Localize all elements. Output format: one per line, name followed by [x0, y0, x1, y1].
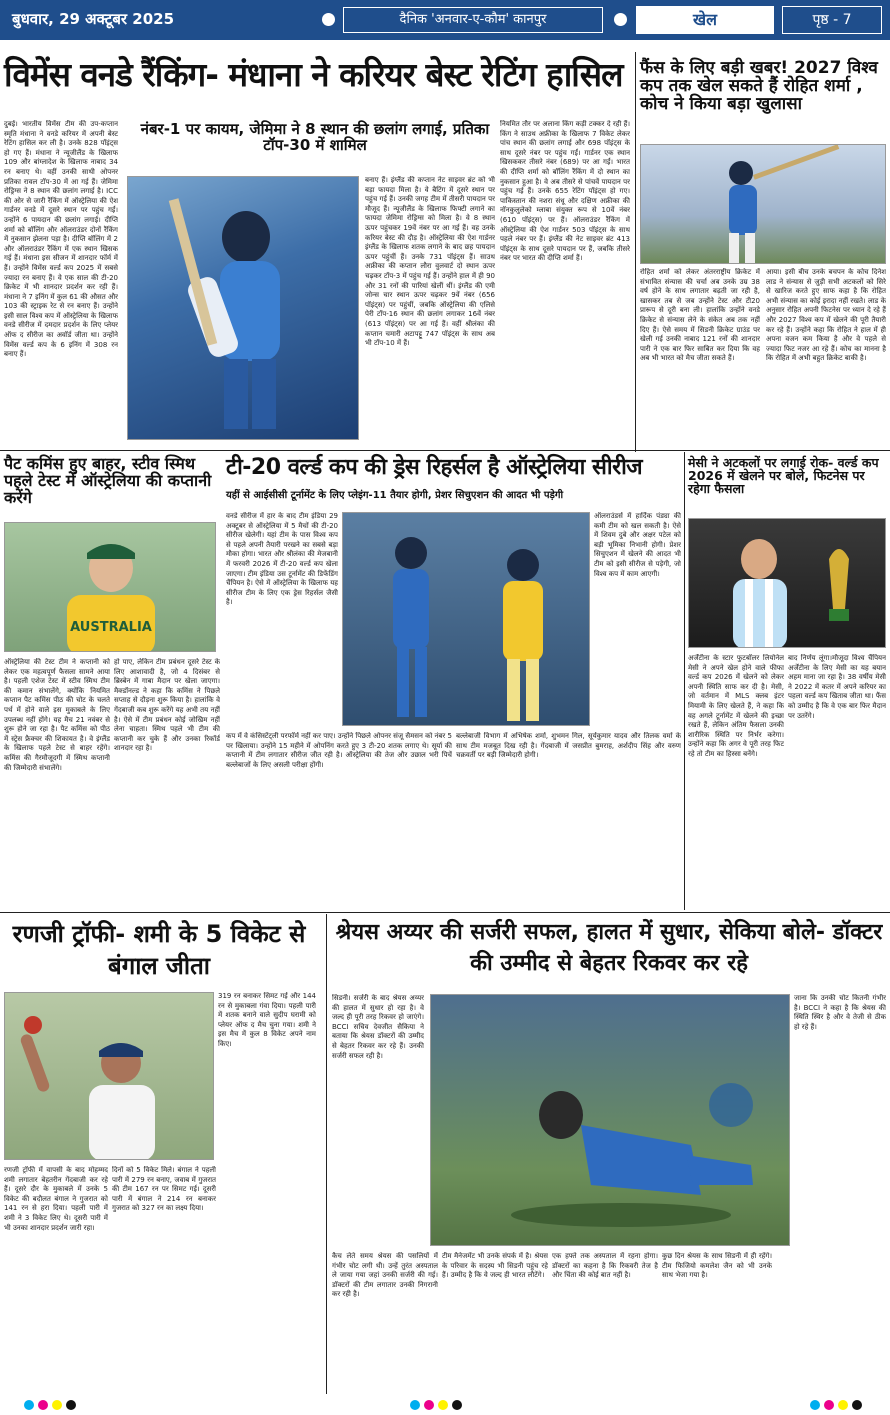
rohit-col-2: आया। इसी बीच उनके बचपन के कोच दिनेश लाड ने संन्यास से जुड़ी सभी अटकलों को सिरे से खारिज करते हुए साफ कहा है कि रोहित अभी संन्यास का कोई इरादा नहीं रखते। लाड के अनुसार रोहित अपनी फिटनेस पर ध्यान दे रहे हैं और 2027 विश्व कप में खेलने की पूरी तैयारी कर रहे हैं। उन्होंने कहा कि रोहित ने हाल में ही अपना वजन कम किया है और वे पहले से ज्यादा फिट नजर आ रहे हैं। कोच का मानना है कि रोहित में अभी बहुत क्रिकेट बाकी है।	[766, 268, 886, 363]
headline-t20: टी-20 वर्ल्ड कप की ड्रेस रिहर्सल है ऑस्ट्रेलिया सीरीज	[226, 455, 643, 480]
page-number: पृष्ठ - 7	[782, 6, 882, 34]
headline-iyer: श्रेयस अय्यर की सर्जरी सफल, हालत में सुधार, सेकिया बोले- डॉक्टर की उम्मीद से बेहतर रिकवर कर रहे	[335, 920, 883, 976]
rohit-batting-photo	[640, 144, 886, 264]
ball-icon	[24, 1016, 42, 1034]
t20-col-2: कप में वे कंसिस्टेंट्ली परफॉर्म नहीं कर पाए। उन्होंने पिछले ओपनर संजू सैमसन को नंबर 5 पर खिलाया। उन्होंने 15 महीने में ओपनिंग करते हुए 3 टी-20 शतक लगाए थे। सूर्या की कप्तानी में टीम लगातार सीरीज जीत रही है। ऑस्ट्रेलिया की तेज और उछाल भरी पिचें बल्लेबाजों के लिए असली परीक्षा होंगी।	[226, 732, 452, 769]
column-divider	[326, 914, 327, 1394]
t20-col-1: वनडे सीरीज में हार के बाद टीम इंडिया 29 अक्टूबर से ऑस्ट्रेलिया में 5 मैचों की टी-20 सीरीज खेलेगी। यहां टीम के पास विश्व कप से पहले अपनी तैयारी परखने का सबसे बड़ा मौका होगा। भारत और श्रीलंका की मेजबानी में फरवरी 2026 में टी-20 वर्ल्ड कप खेला जाएगा। टीम इंडिया उस टूर्नामेंट की डिफेंडिंग चैंपियन है। ऐसे में ऑस्ट्रेलिया के खिलाफ यह सीरीज टीम के लिए एक ड्रेस रिहर्सल जैसी है।	[226, 512, 338, 607]
headline-cummins: पैट कमिंस हुए बाहर, स्टीव स्मिथ पहले टेस्ट में ऑस्ट्रेलिया की कप्तानी करेंगे	[4, 454, 212, 507]
registration-dot-icon	[38, 1400, 48, 1410]
headline-rohit: फैंस के लिए बड़ी खबर! 2027 विश्व कप तक खेल सकते हैं रोहित शर्मा , कोच ने किया बड़ा खुलासा	[640, 58, 878, 114]
date-label: बुधवार, 29 अक्टूबर 2025	[12, 10, 175, 28]
registration-dot-icon	[824, 1400, 834, 1410]
bullet-icon	[614, 13, 627, 26]
mandhana-col-2: बनाए हैं। इंग्लैंड की कप्तान नेट साइवर ब्रंट को भी बड़ा फायदा मिला है। वे बैटिंग में दूसरे स्थान पर पहुंच गई हैं। उनकी जगह टीम में तीसरी पायदान पर मौजूद हैं। न्यूजीलैंड के खिलाफ फिफ्टी लगाने का फायदा जेमिमा रोड्रिग्स को मिला है। वे 8 स्थान ऊपर पहुंचकर 19वें नंबर पर आ गई हैं। वह उनके करियर बेस्ट की दौड़ है। ऑस्ट्रेलिया की ऐश गार्डनर इंग्लैंड के खिलाफ शतक लगाने के बाद छह पायदान ऊपर पहुंचीं हैं। उनके 731 पॉइंट्स हैं। साउथ अफ्रीका की कप्तान लौरा वुलवार्ट दो स्थान ऊपर चढ़कर टॉप-3 में पहुंच गई हैं। उन्होंने हाल में ही 90 और 31 रनों की पारियां खेलीं थीं। इंग्लैंड की एमी जोन्स चार स्थान ऊपर चढ़कर 9वें नंबर (656 पॉइंट्स) पर पहुंचीं, जबकि ऑस्ट्रेलिया की एलिसे पेरी टॉप-16 स्थान की छलांग लगाकर 16वें नंबर (613 पॉइंट्स) पर आ गई हैं। वहीं श्रीलंका की कप्तान चमारी अटापट्टू 747 पॉइंट्स के साथ अब भी टॉप-10 में हैं।	[365, 176, 495, 348]
messi-col-1: अर्जेंटीना के स्टार फुटबॉलर लियोनेल मेसी ने अपने खेल होने वाले फीफा वर्ल्ड कप 2026 में खेलने को लेकर अपनी स्थिति साफ कर दी है। मेसी, जो वर्तमान में MLS क्लब इंटर मियामी के लिए खेलते हैं, ने कहा कि वह अगले टूर्नामेंट में खेलने की इच्छा रखते हैं, लेकिन अंतिम फैसला उनकी शारीरिक स्थिति पर निर्भर करेगा। उन्होंने कहा कि अगर वे पूरी तरह फिट रहे तो टीम का हिस्सा बनेंगे।	[688, 654, 784, 758]
rohit-col-1: रोहित शर्मा को लेकर अंतरराष्ट्रीय क्रिकेट में संभावित संन्यास की चर्चा अब उनके उम्र 38 वर्ष होने के साथ लगातार बढ़ती जा रही है, खासकर तब से जब उन्होंने टेस्ट और टी20 प्रारूप से दूरी बना ली। हालांकि उन्होंने वनडे क्रिकेट से संन्यास लेने के संकेत अब तक नहीं दिए हैं। ऐसे समय में सिडनी क्रिकेट ग्राउंड पर खेली गई उनकी नाबाद 121 रनों की शानदार पारी ने एक बार फिर साबित कर दिया कि वह अब भी भारत को मैच जीता सकते हैं।	[640, 268, 760, 363]
shami-col-1: रणजी ट्रॉफी में वापसी के बाद मोहम्मद शमी लगातार बेहतरीन गेंदबाजी कर रहे हैं। दूसरे दौर के मुकाबले में उनके 5 विकेट की बदौलत बंगाल ने गुजरात को 141 रन से हरा दिया। पहली पारी में शमी ने 3 विकेट लिए थे। दूसरी पारी में भी उनका शानदार प्रदर्शन जारी रहा।	[4, 1166, 108, 1232]
mandhana-col-1: दुबई। भारतीय विमेंस टीम की उप-कप्तान स्मृति मंधाना ने वनडे करियर में अपनी बेस्ट रेटिंग हासिल कर ली है। उनके 828 पॉइंट्स हो गए हैं। मंधाना ने न्यूजीलैंड के खिलाफ 109 और बांग्लादेश के खिलाफ नाबाद 34 रन बनाए थे। वहीं उनकी साथी ओपनर प्रतिका रावल टॉप-30 में आ गई हैं। जेमिमा रोड्रिग्स ने 8 स्थान की छलांग लगाई है। ICC की ओर से जारी रैंकिंग में ऑस्ट्रेलिया की ऐश गार्डनर वनडे में दूसरे स्थान पर पहुंच गईं। उन्होंने 6 पायदान की छलांग लगाई। दीप्ति शर्मा को बॉलिंग और ऑलराउंडर दोनों रैंकिंग में नुकसान झेलना पड़ा है। दीप्ति बॉलिंग में 2 और ऑलराउंडर रैंकिंग में एक स्थान खिसक गई हैं। मंधाना इस सीजन में शानदार फॉर्म में हैं। उन्होंने विमेंस वर्ल्ड कप 2025 में सबसे ज्यादा रन बनाए हैं। वे एक साल की टी-20 क्रिकेट में भी शानदार प्रदर्शन कर रही हैं। मंधाना ने 7 इनिंग में कुल 61 की औसत और 103 की स्ट्राइक रेट से रन बनाए हैं। उन्होंने इसी साल विश्व कप में ऑस्ट्रेलिया के खिलाफ वनडे सीरीज में दमदार प्रदर्शन के लिए प्लेयर ऑफ द सीरीज का अवॉर्ड जीता था। उन्होंने विमेंस वर्ल्ड कप के 6 इनिंग में 308 रन बनाए हैं।	[4, 120, 118, 359]
messi-trophy-icon	[689, 519, 886, 648]
smith-photo	[4, 522, 216, 652]
section-divider	[0, 912, 890, 913]
subhead-mandhana: नंबर-1 पर कायम, जेमिमा ने 8 स्थान की छलांग लगाई, प्रतिका टॉप-30 में शामिल	[140, 120, 490, 154]
jersey-text-icon: AUSTRALIA	[70, 620, 152, 635]
players-figure-icon	[343, 513, 590, 726]
cummins-col-2: हो पाए, लेकिन टीम प्रबंधन दूसरे टेस्ट के लिए आशावादी है, जो 4 दिसंबर से ब्रिस्बेन में गाबा मैदान पर खेला जाएगा। मैक्डॉनल्ड ने कहा कि कमिंस ने पिछले सप्ताह से दौड़ना शुरू किया है। हालांकि वे गेंदबाजी कब शुरू करेंगे यह अभी तय नहीं है। ऐसे में टीम प्रबंधन कोई जोखिम नहीं लेना चाहता। स्मिथ पहले भी टीम की कप्तानी कर चुके हैं और उनका रिकॉर्ड शानदार रहा है।	[114, 658, 220, 753]
iyer-col-1: सिडनी। सर्जरी के बाद श्रेयस अय्यर की हालत में सुधार हो रहा है। वे जल्द ही पूरी तरह रिकवर हो जाएंगे। BCCI सचिव देवजीत सैकिया ने बताया कि श्रेयस डॉक्टरों की उम्मीद से बेहतर रिकवर कर रहे हैं। उनकी सर्जरी सफल रही है।	[332, 994, 424, 1060]
registration-dot-icon	[438, 1400, 448, 1410]
registration-dot-icon	[24, 1400, 34, 1410]
cummins-col-1: ऑस्ट्रेलिया की टेस्ट टीम ने कप्तानी को लेकर एक महत्वपूर्ण फैसला सामने आया है। पहली एशेज टेस्ट में स्टीव स्मिथ टीम की कमान संभालेंगे, क्योंकि नियमित कप्तान पैट कमिंस पीठ की चोट के चलते पर्थ में होने वाले इस मुकाबले के लिए उपलब्ध नहीं होंगे। यह मैच 21 नवंबर से शुरू होने जा रहा है। पैट कमिंस को पीठ में स्ट्रेस फ्रैक्चर की शिकायत है। वे इंग्लैंड के खिलाफ पहले टेस्ट से बाहर रहेंगे। कमिंस की गैरमौजूदगी में स्मिथ कप्तानी की जिम्मेदारी संभालेंगे।	[4, 658, 110, 772]
section-label: खेल	[636, 6, 774, 34]
headline-messi: मेसी ने अटकलों पर लगाई रोक- वर्ल्ड कप 2026 में खेलने पर बोले, फिटनेस पर रहेगा फैसला	[688, 455, 879, 497]
paper-name: दैनिक 'अनवार-ए-कौम' कानपुर	[343, 7, 603, 33]
headline-mandhana: विमेंस वनडे रैंकिंग- मंधाना ने करियर बेस्ट रेटिंग हासिल	[4, 55, 623, 94]
iyer-injury-photo	[430, 994, 790, 1246]
iyer-col-5: कुछ दिन श्रेयस के साथ सिडनी में ही रहेंगे। टीम फिजियो कमलेश जैन को भी उनके साथ भेजा गया है।	[662, 1252, 772, 1280]
messi-photo	[688, 518, 886, 648]
shami-figure-icon	[5, 993, 214, 1160]
iyer-figure-icon	[431, 995, 790, 1246]
column-divider	[684, 452, 685, 910]
iyer-col-6: जाना कि उनकी चोट कितनी गंभीर है। BCCI ने कहा है कि श्रेयस की स्थिति स्थिर है और वे तेजी से ठीक हो रहे हैं।	[794, 994, 886, 1031]
shami-photo	[4, 992, 214, 1160]
iyer-col-3: टीम मैनेजमेंट भी उनके संपर्क में है। श्रेयस के परिवार के सदस्य भी सिडनी पहुंच रहे हैं। उम्मीद है कि वे जल्द ही भारत लौटेंगे।	[442, 1252, 548, 1280]
color-registration-strip	[0, 1398, 890, 1412]
registration-dot-icon	[410, 1400, 420, 1410]
registration-dot-icon	[424, 1400, 434, 1410]
t20-col-4: ऑलराउंडर्स में हार्दिक पंड्या की कमी टीम को खल सकती है। ऐसे में शिवम दुबे और अक्षर पटेल को बड़ी भूमिका निभानी होगी। प्रेशर सिचुएशन में खेलने की आदत भी टीम को इसी सीरीज से पड़ेगी, जो विश्व कप में काम आएगी।	[594, 512, 681, 578]
shami-col-3: 319 रन बनाकर सिमट गई और 144 रन से मुकाबला गंवा दिया। पहली पारी में शतक बनाने वाले सुदीप घरामी को प्लेयर ऑफ द मैच चुना गया। शमी ने इस मैच में कुल 8 विकेट अपने नाम किए।	[218, 992, 316, 1048]
subhead-t20: यहीं से आईसीसी टूर्नामेंट के लिए प्लेइंग-11 तैयार होगी, प्रेशर सिचुएशन की आदत भी पड़ेगी	[226, 490, 564, 501]
smith-figure-icon	[5, 523, 216, 652]
shami-col-2: दिनों को 5 विकेट मिले। बंगाल ने पहली पारी में 279 रन बनाए, जवाब में गुजरात की टीम 167 रन पर सिमट गई। दूसरी पारी में बंगाल ने 214 रन बनाकर गुजरात को 327 रन का लक्ष्य दिया।	[112, 1166, 216, 1213]
mandhana-batting-photo	[127, 176, 359, 440]
registration-dot-icon	[52, 1400, 62, 1410]
messi-col-2: बाद निर्णय लूंगा।मौजूदा विश्व चैंपियन अर्जेंटीना के लिए मेसी का यह बयान अहम माना जा रहा है। 38 वर्षीय मेसी ने 2022 में कतर में अपने करियर का पहला वर्ल्ड कप खिताब जीता था। फैंस को उम्मीद है कि वे एक बार फिर मैदान पर उतरेंगे।	[788, 654, 886, 720]
column-divider	[635, 52, 636, 452]
iyer-col-2: कैच लेते समय श्रेयस की पसलियों में गंभीर चोट लगी थी। उन्हें तुरंत अस्पताल ले जाया गया जहां उनकी सर्जरी की गई। डॉक्टरों की टीम लगातार उनकी निगरानी कर रही है।	[332, 1252, 438, 1299]
iyer-col-4: एक हफ्ते तक अस्पताल में रहना होगा। डॉक्टरों का कहना है कि रिकवरी तेज है और चिंता की कोई बात नहीं है।	[552, 1252, 658, 1280]
registration-dot-icon	[66, 1400, 76, 1410]
t20-col-3: बल्लेबाजी विभाग में अभिषेक शर्मा, शुभमन गिल, सूर्यकुमार यादव और तिलक वर्मा के साथ टीम मजबूत दिख रही है। गेंदबाजी में जसप्रीत बुमराह, अर्शदीप सिंह और वरुण चक्रवर्ती पर बड़ी जिम्मेदारी होगी।	[456, 732, 681, 760]
t20-players-photo	[342, 512, 590, 726]
registration-dot-icon	[838, 1400, 848, 1410]
registration-dot-icon	[810, 1400, 820, 1410]
registration-dot-icon	[852, 1400, 862, 1410]
batter-figure-icon	[128, 177, 359, 440]
masthead	[0, 0, 890, 40]
bullet-icon	[322, 13, 335, 26]
section-divider	[0, 450, 890, 451]
mandhana-col-3: नियमित तौर पर अलाना किंग कड़ी टक्कर दे रही हैं। किंग ने साउथ अफ्रीका के खिलाफ 7 विकेट लेकर पांच स्थान की छलांग लगाई और 698 पॉइंट्स के साथ दूसरे नंबर पर पहुंच गईं। गार्डनर एक स्थान खिसककर तीसरे नंबर (689) पर आ गईं। भारत की दीप्ति शर्मा को बॉलिंग रैंकिंग में दो स्थान का नुकसान हुआ है। वे अब तीसरे से पांचवें पायदान पर पहुंच गई हैं। उनके 655 रेटिंग पॉइंट्स हो गए। पाकिस्तान की नशरा संधू और दक्षिण अफ्रीका की नॉनकुलुलेको म्लाबा संयुक्त रूप से 10वें नंबर (610 पॉइंट्स) पर हैं। ऑलराउंडर रैंकिंग में ऑस्ट्रेलिया की ऐश गार्डनर 503 पॉइंट्स के साथ पहले नंबर पर हैं। इंग्लैंड की नेट साइवर ब्रंट 413 पॉइंट्स के साथ दूसरे पायदान पर हैं, जबकि तीसरे नंबर पर भारत की दीप्ति शर्मा हैं।	[500, 120, 630, 263]
rohit-figure-icon	[641, 145, 886, 264]
headline-shami: रणजी ट्रॉफी- शमी के 5 विकेट से बंगाल जीता	[12, 920, 306, 981]
registration-dot-icon	[452, 1400, 462, 1410]
